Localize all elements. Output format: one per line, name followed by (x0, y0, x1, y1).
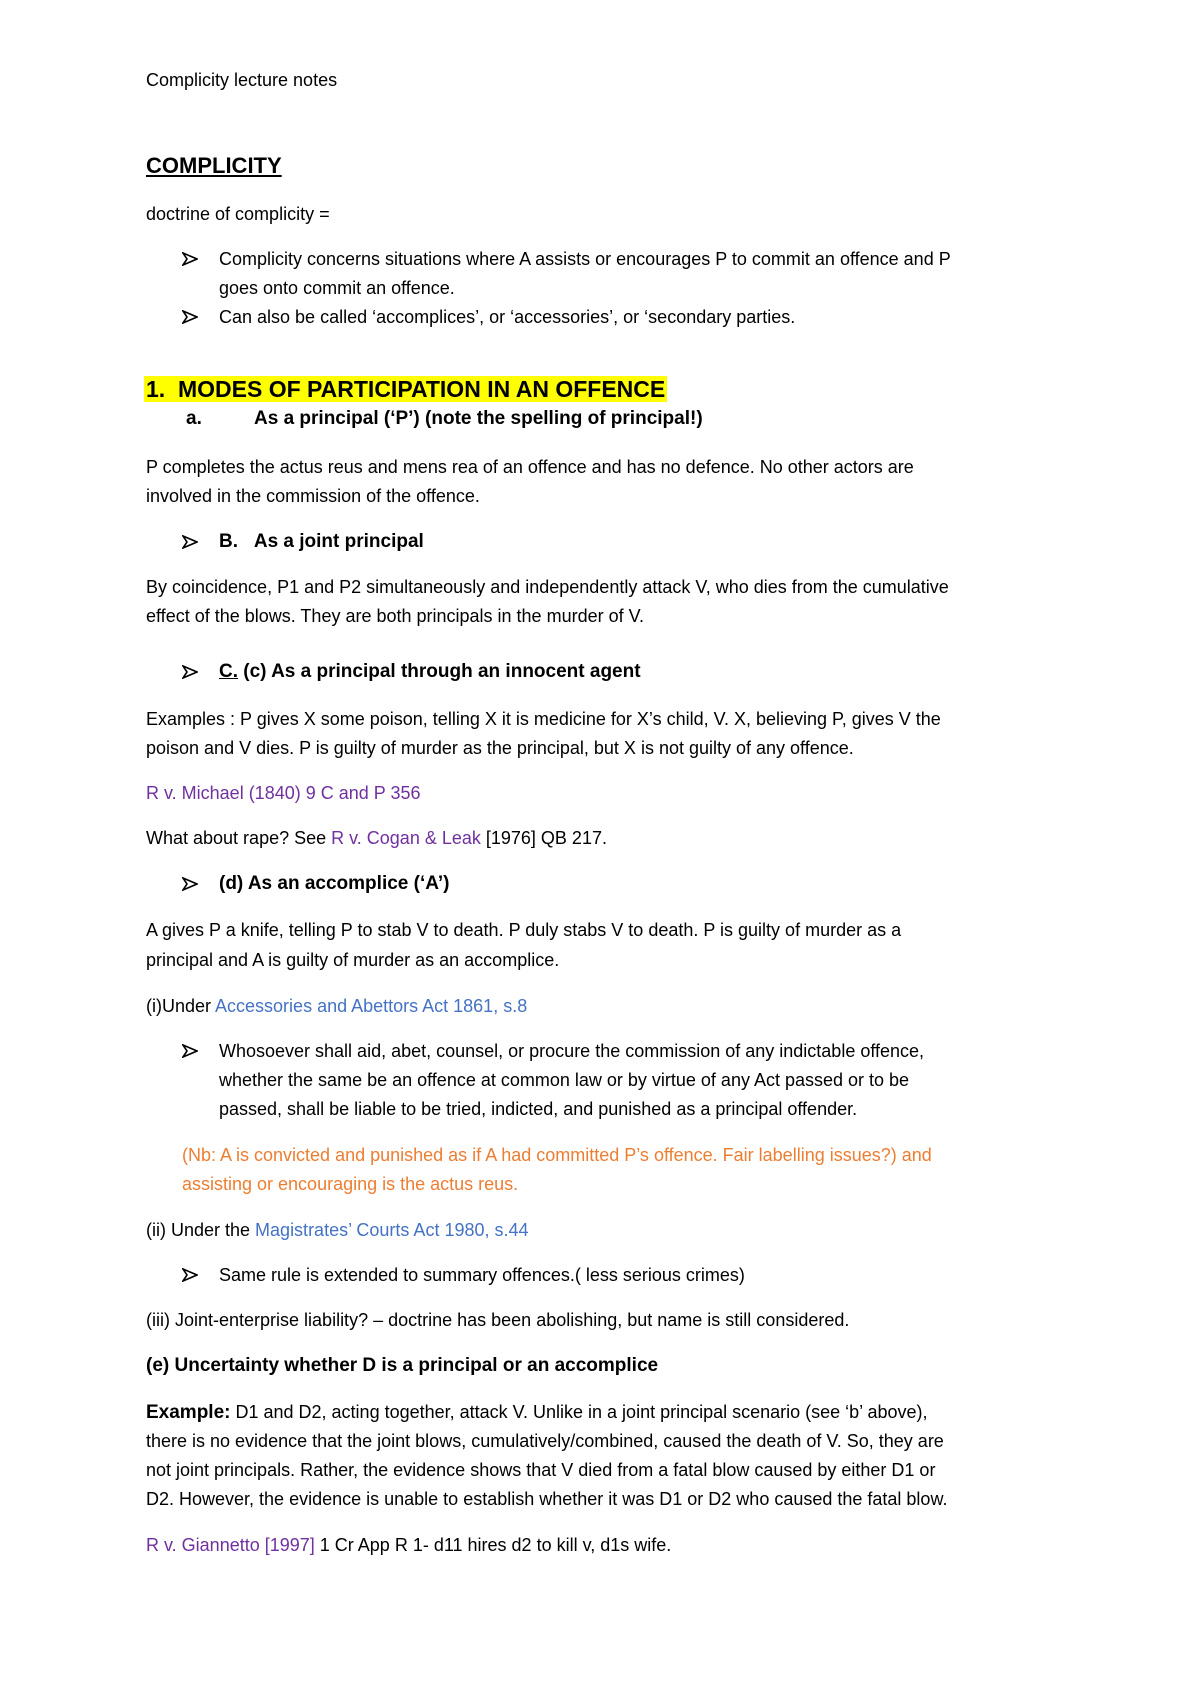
intro-bullet-1-line1: Complicity concerns situations where A assists or encourages P to commit an offence and P (219, 249, 951, 269)
sub-d-ii-prefix: (ii) Under the (146, 1220, 256, 1240)
sub-c-paragraph-line1: Examples : P gives X some poison, telling X it is medicine for X’s child, V. X, believing P, gives V the (146, 709, 941, 729)
case-r-v-giannetto-detail: 1 Cr App R 1- d11 hires d2 to kill v, d1s wife. (314, 1535, 672, 1555)
sub-c-paragraph-line2: poison and V dies. P is guilty of murder as the principal, but X is not guilty of any offence. (146, 738, 854, 758)
nb-note-line2: assisting or encouraging is the actus reus. (182, 1174, 519, 1194)
sub-a-heading: As a principal (‘P’) (note the spelling of principal!) (254, 408, 703, 429)
statute-magistrates-courts-act: Magistrates’ Courts Act 1980, s.44 (255, 1220, 529, 1240)
sub-d-i-line (146, 994, 527, 1018)
sub-d-ii-bullet: Same rule is extended to summary offences.( less serious crimes) (219, 1265, 745, 1285)
section-1-number: 1. (146, 376, 166, 402)
section-1-heading (144, 374, 667, 404)
sub-b-marker: B. (219, 531, 238, 552)
sub-d-paragraph-line2: principal and A is guilty of murder as an accomplice. (146, 950, 560, 970)
statute-accessories-abettors-act: Accessories and Abettors Act 1861, s.8 (215, 996, 528, 1016)
sub-c-marker: C. (219, 661, 238, 682)
sub-e-example-line2: there is no evidence that the joint blows, cumulatively/combined, caused the death of V. So, they are (146, 1431, 944, 1451)
page-title: COMPLICITY (146, 153, 282, 178)
intro-bullet-2: Can also be called ‘accomplices’, or ‘accessories’, or ‘secondary parties. (219, 307, 796, 327)
sub-e-heading: (e) Uncertainty whether D is a principal or an accomplice (146, 1355, 659, 1376)
case-r-v-michael: R v. Michael (1840) 9 C and P 356 (146, 783, 421, 803)
sub-d-i-bullet-line1: Whosoever shall aid, abet, counsel, or procure the commission of any indictable offence, (219, 1041, 925, 1061)
sub-d-paragraph-line1: A gives P a knife, telling P to stab V to death. P duly stabs V to death. P is guilty of murder as a (146, 920, 902, 940)
example-text-line1: D1 and D2, acting together, attack V. Unlike in a joint principal scenario (see ‘b’ above), (230, 1402, 928, 1422)
sub-a-marker: a. (186, 408, 202, 429)
sub-b-paragraph-line1: By coincidence, P1 and P2 simultaneously and independently attack V, who dies from the cumulative (146, 577, 949, 597)
sub-a-paragraph-line1: P completes the actus reus and mens rea of an offence and has no defence. No other actors are (146, 457, 914, 477)
rape-question-suffix: [1976] QB 217. (480, 828, 607, 848)
sub-d-i-prefix: (i)Under (146, 996, 216, 1016)
arrow-bullet-icon (182, 660, 198, 679)
sub-d-i-bullet-line3: passed, shall be liable to be tried, indicted, and punished as a principal offender. (219, 1099, 858, 1119)
document-header: Complicity lecture notes (146, 70, 338, 90)
arrow-bullet-icon (182, 247, 198, 266)
case-r-v-giannetto-line (146, 1533, 671, 1557)
example-label: Example: (146, 1402, 231, 1423)
sub-e-example-line1 (146, 1400, 928, 1425)
sub-e-example-line3: not joint principals. Rather, the evidence shows that V died from a fatal blow caused by either D1 or (146, 1460, 936, 1480)
arrow-bullet-icon (182, 305, 198, 324)
sub-a-paragraph-line2: involved in the commission of the offence. (146, 486, 480, 506)
intro-definition: doctrine of complicity = (146, 204, 330, 224)
sub-d-ii-line (146, 1218, 529, 1242)
intro-bullet-1-line2: goes onto commit an offence. (219, 278, 455, 298)
arrow-bullet-icon (182, 872, 198, 891)
case-r-v-giannetto: R v. Giannetto [1997] (146, 1535, 315, 1555)
sub-d-iii-line: (iii) Joint-enterprise liability? – doctrine has been abolishing, but name is still considered. (146, 1310, 850, 1330)
arrow-bullet-icon (182, 1039, 198, 1058)
sub-b-title: As a joint principal (253, 531, 424, 552)
sub-c-heading (219, 660, 641, 684)
case-r-v-cogan-leak: R v. Cogan & Leak (331, 828, 481, 848)
sub-d-i-bullet-line2: whether the same be an offence at common law or by virtue of any Act passed or to be (219, 1070, 910, 1090)
arrow-bullet-icon (182, 530, 198, 549)
rape-question (146, 826, 607, 850)
sub-d-heading: (d) As an accomplice (‘A’) (219, 873, 450, 894)
nb-note-line1: (Nb: A is convicted and punished as if A had committed P’s offence. Fair labelling issues?) and (182, 1145, 932, 1165)
section-1-title: MODES OF PARTICIPATION IN AN OFFENCE (177, 376, 666, 402)
arrow-bullet-icon (182, 1263, 198, 1282)
sub-e-example-line4: D2. However, the evidence is unable to establish whether it was D1 or D2 who caused the fatal blow. (146, 1489, 948, 1509)
sub-b-paragraph-line2: effect of the blows. They are both principals in the murder of V. (146, 606, 644, 626)
sub-c-title: (c) As a principal through an innocent agent (243, 661, 641, 682)
sub-b-heading (219, 530, 424, 554)
rape-question-prefix: What about rape? See (146, 828, 332, 848)
